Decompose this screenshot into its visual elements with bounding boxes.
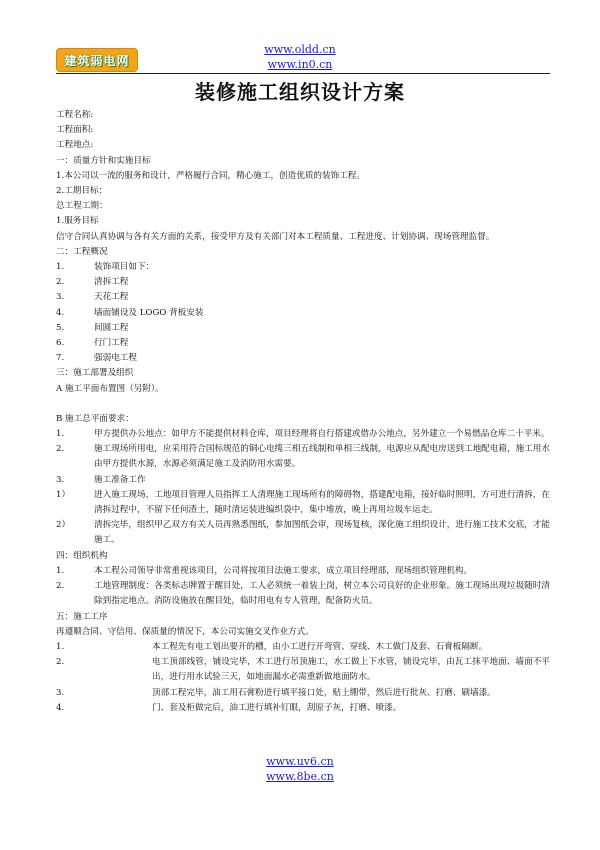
item-text: 间圆工程 [94, 322, 129, 333]
item-number: 3. [56, 687, 65, 698]
item-number: 1. [56, 429, 65, 440]
list-item [56, 640, 550, 655]
header-divider [56, 73, 550, 74]
site-requirements-heading: B 施工总平面要求： [56, 413, 134, 424]
item-text: 清拆工程 [94, 277, 129, 288]
item-number: 7. [56, 353, 65, 364]
project-name-line: 工程名称: [56, 110, 94, 120]
item-number: 2. [56, 444, 65, 455]
item-number: 4. [56, 702, 65, 713]
section-heading-3: 三：施工部署及组织 [56, 368, 134, 379]
item-number: 3. [56, 474, 65, 485]
list-item [56, 473, 550, 488]
list-item [56, 488, 550, 518]
total-duration-line: 总工程工期： [56, 201, 108, 212]
project-area-line: 工程面积: [56, 125, 94, 136]
item-number: 2） [56, 520, 71, 531]
list-item [56, 564, 550, 579]
item-text: 本工程公司领导非常重视该项目，公司将按项目法施工要求，成立项目经理部，现场组织管理机构。 [94, 565, 473, 576]
item-text: 进入施工现场，工地项目管理人员指挥工人清理施工现场所有的障碍物，搭建配电箱，接好临时照明，方可进行清拆，在清拆过程中，不留下任何渣土，随时清运装进编织袋中，集中堆放，晚上再用垃圾车运走。 [94, 489, 550, 516]
service-goal-line: 1.服务目标 [56, 216, 99, 227]
item-number: 1. [56, 641, 65, 652]
footer-links [0, 754, 600, 784]
list-item [56, 442, 550, 472]
service-goal-text: 信守合同认真协调与各有关方面的关系，接受甲方及有关部门对本工程质量、工程进度、计划协调、现场管理监督。 [56, 231, 495, 242]
item-text: 本工程先有电工划出要开的槽，由小工进行开弯管、穿线、木工做门及套、石膏板隔断。 [152, 641, 488, 652]
section-heading-1: 一：质量方针和实施目标 [56, 155, 151, 166]
item-text: 清拆完毕，组织甲乙双方有关人员再熟悉图纸，参加图纸会审，现场复核，深化施工组织设计，进行施工技术交底，才能施工。 [94, 520, 550, 546]
header-link-in0[interactable]: www.in0.cn [267, 58, 333, 71]
logo-text: 建筑弱电网 [64, 53, 130, 68]
header-links [0, 42, 600, 72]
item-number: 1. [56, 565, 65, 576]
item-text: 施工准备工作 [94, 474, 146, 485]
item-number: 2. [56, 581, 65, 592]
document-title: 装修施工组织设计方案 [195, 80, 405, 104]
section-heading-2: 二：工程概况 [56, 246, 108, 257]
item-number: 1） [56, 489, 71, 500]
section-heading-4: 四：组织机构 [56, 550, 108, 561]
quality-goal-line: 1.本公司以一流的服务和设计，严格履行合同，精心施工，创造优质的装饰工程。 [56, 170, 365, 181]
item-text: 门、套及柜做完后，油工进行填补钉眼，刮原子灰，打磨、喷漆。 [152, 702, 402, 713]
item-number: 4. [56, 307, 65, 318]
item-number: 3. [56, 292, 65, 303]
item-number: 2. [56, 657, 65, 668]
header-link-oldd[interactable]: www.oldd.cn [264, 43, 336, 56]
item-text: 顶部工程完毕，油工用石膏粉进行填平接口处，贴上绷带，然后进行批灰、打磨、刷墙漆。 [152, 687, 496, 698]
item-text: 墙面铺设及 LOGO 背板安装 [94, 307, 204, 318]
project-location-line: 工程地点: [56, 140, 94, 151]
list-item [56, 336, 550, 351]
item-text: 天花工程 [94, 292, 129, 303]
item-text: 施工现场所用电，应采用符合国标规范的铜心电缆三相五线制和单相三线制，电源应从配电房送到工地配电箱，施工用水由甲方提供水源，水源必须满足施工及消防用水需要。 [94, 444, 550, 470]
footer-link-uv6[interactable]: www.uv6.cn [266, 755, 334, 768]
list-item [56, 518, 550, 548]
item-text: 工地管理制度：各类标志牌置于醒目处，工人必须统一着装上岗，树立本公司良好的企业形象。施工现场出现垃圾随时清除到指定地点。消防设施放在醒目处，临时用电有专人管理，配备防火员。 [94, 581, 550, 607]
list-item [56, 655, 550, 685]
item-text: 电工顶部线管，铺设完毕，木工进行吊顶施工，水工做上下水管，铺设完毕，由瓦工抹平地面、墙面不平出，进行用水试验三天，如地面漏水必需重新做地面防水。 [152, 657, 550, 683]
section-heading-5: 五：施工工序 [56, 611, 108, 622]
list-item [56, 290, 550, 305]
list-item [56, 351, 550, 366]
item-number: 2. [56, 277, 65, 288]
item-text: 强弱电工程 [94, 353, 137, 364]
list-item [56, 306, 550, 321]
item-text: 行门工程 [94, 338, 129, 349]
list-item [56, 260, 550, 275]
list-item [56, 275, 550, 290]
spacer [56, 397, 550, 412]
item-number: 1. [56, 262, 65, 273]
schedule-goal-line: 2.工期目标： [56, 186, 108, 197]
item-text: 甲方提供办公地点：如甲方不能提供材料仓库，项目经理将自行搭建或借办公地点，另外建立一个易燃品仓库二十平米。 [94, 429, 550, 440]
document-body [56, 108, 550, 716]
site-layout-line: A 施工平面布置图（另附）。 [56, 383, 164, 394]
footer-link-8be[interactable]: www.8be.cn [266, 770, 334, 783]
list-item [56, 321, 550, 336]
list-item [56, 701, 550, 716]
list-item [56, 686, 550, 701]
item-number: 5. [56, 322, 65, 333]
list-item [56, 579, 550, 609]
item-text: 装饰项目如下： [94, 262, 155, 273]
list-item [56, 427, 550, 442]
item-number: 6. [56, 338, 65, 349]
process-intro-line: 再遵顺合同、守信用、保质量的情况下，本公司实施交叉作业方式。 [56, 626, 314, 637]
